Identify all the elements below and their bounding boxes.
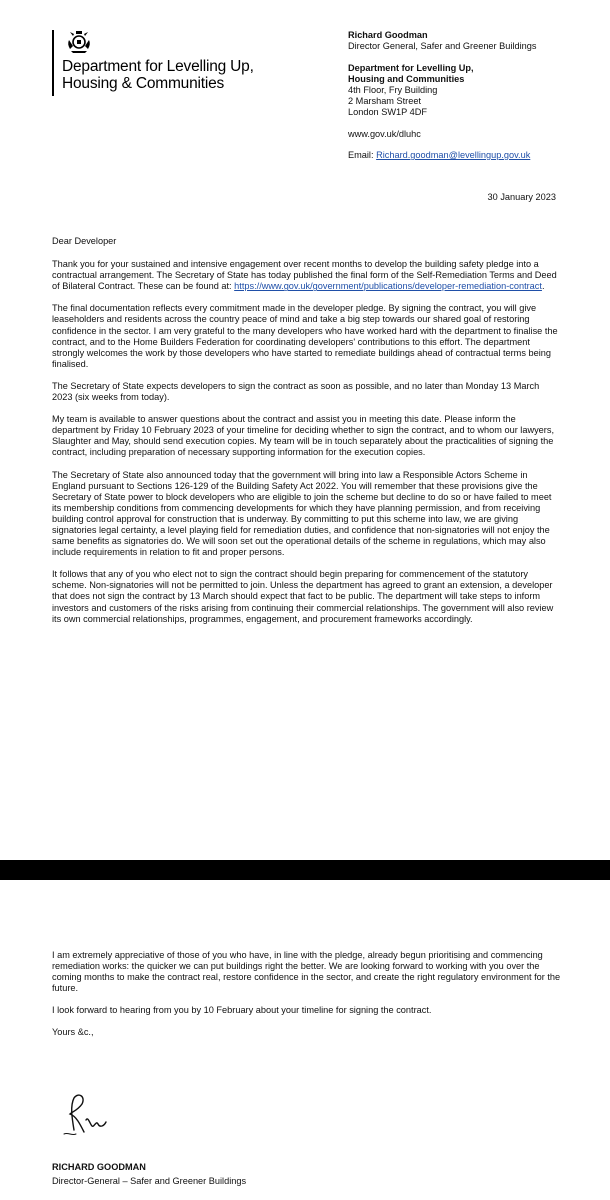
- letter-date: 30 January 2023: [487, 192, 556, 202]
- department-logo: [52, 30, 254, 96]
- website: www.gov.uk/dluhc: [348, 129, 421, 139]
- paragraph-3: The Secretary of State expects developers to sign the contract as soon as possible, and no later than Monday 13 March 2023 (six weeks from today).: [52, 380, 540, 403]
- paragraph-7: I am extremely appreciative of those of you who have, in line with the pledge, already begun prioritising and commencing remediation works: the quicker we can put buildings right the better. We are looking forward to working with you over the coming months to make the contract real, restore confidence in the sector, and create the right regulatory environment for the future.: [52, 950, 561, 994]
- signature-image: [60, 1090, 120, 1140]
- department-name: Department for Levelling Up, Housing & Communities: [62, 58, 254, 92]
- address-block: Department for Levelling Up, Housing and Communities 4th Floor, Fry Building 2 Marsham Street London SW1P 4DF: [348, 63, 598, 118]
- paragraph-8: I look forward to hearing from you by 10 February about your timeline for signing the contract.: [52, 1005, 432, 1016]
- contract-link[interactable]: https://www.gov.uk/government/publications/developer-remediation-contract: [234, 281, 542, 292]
- closing: Yours &c.,: [52, 1027, 94, 1038]
- paragraph-2: The final documentation reflects every commitment made in the developer pledge. By signing the contract, you will give leaseholders and residents across the country peace of mind and take a big step towards our shared goal of restoring confidence in the sector. I am very grateful to the many developers who have worked hard with the department to finalise the contract, and to the Home Builders Federation for coordinating developers' contributions to this effort. The department strongly welcomes the work by those developers who have started to remediate buildings ahead of contractual terms being finalised.: [52, 303, 558, 369]
- royal-crest-icon: [66, 30, 92, 54]
- paragraph-5: The Secretary of State also announced today that the government will bring into law a Responsible Actors Scheme in England pursuant to Sections 126-129 of the Building Safety Act 2022. You will remember that these provisions give the Secretary of State power to block developers who are eligible to join the scheme but decline to do so or have failed to meet its membership conditions from commencing developments for which they have planning permission, and from receiving building control approval for construction that is underway. By committing to put this scheme into law, we are giving signatories legal certainty, a level playing field for remediation duties, and confidence that non-signatories will not enjoy the same benefits as signatories do. We will soon set out the operational details of the scheme in regulations, which may also include requirements in relation to fit and proper persons.: [52, 469, 552, 558]
- sender-details: [348, 30, 598, 161]
- address-floor: 4th Floor, Fry Building: [348, 85, 438, 95]
- sender-name: Richard Goodman: [348, 30, 428, 40]
- email-row: Email: Richard.goodman@levellingup.gov.uk: [348, 150, 531, 160]
- salutation: Dear Developer: [52, 236, 117, 246]
- paragraph-6: It follows that any of you who elect not to sign the contract should begin preparing for commencement of the statutory scheme. Non-signatories will not be permitted to join. Unless the department has agreed to grant an extension, a developer that does not sign the contract by 13 March should expect that fact to be public. The department will take steps to inform investors and customers of the risks arising from continuing their commercial relationships. The government will also review its own commercial relationships, programmes, engagement, and procurement frameworks accordingly.: [52, 569, 554, 624]
- paragraph-1: Thank you for your sustained and intensive engagement over recent months to develop the building safety pledge into a contractual arrangement. The Secretary of State has today published the final form of the Self-Remediation Terms and Deed of Bilateral Contract. These can be found at: https://www.gov.uk/government/publications/developer-remediation-contract.: [52, 259, 557, 292]
- letter-body: [52, 236, 562, 636]
- page-separator: [0, 860, 610, 880]
- signatory-name: RICHARD GOODMAN: [52, 1162, 146, 1172]
- letter-body-page-2: [52, 950, 567, 1050]
- paragraph-4: My team is available to answer questions about the contract and assist you in meeting this date. Please inform the department by Friday 10 February 2023 of your timeline for deciding whether to sign the contract, and to whom our lawyers, Slaughter and May, should send execution copies. My team will be in touch separately about the practicalities of signing the contract, including preparation of necessary supporting information for the execution copies.: [52, 414, 554, 458]
- sender-title: Director General, Safer and Greener Buildings: [348, 41, 537, 51]
- email-link[interactable]: Richard.goodman@levellingup.gov.uk: [376, 150, 531, 160]
- signatory-title: Director-General – Safer and Greener Buildings: [52, 1176, 247, 1186]
